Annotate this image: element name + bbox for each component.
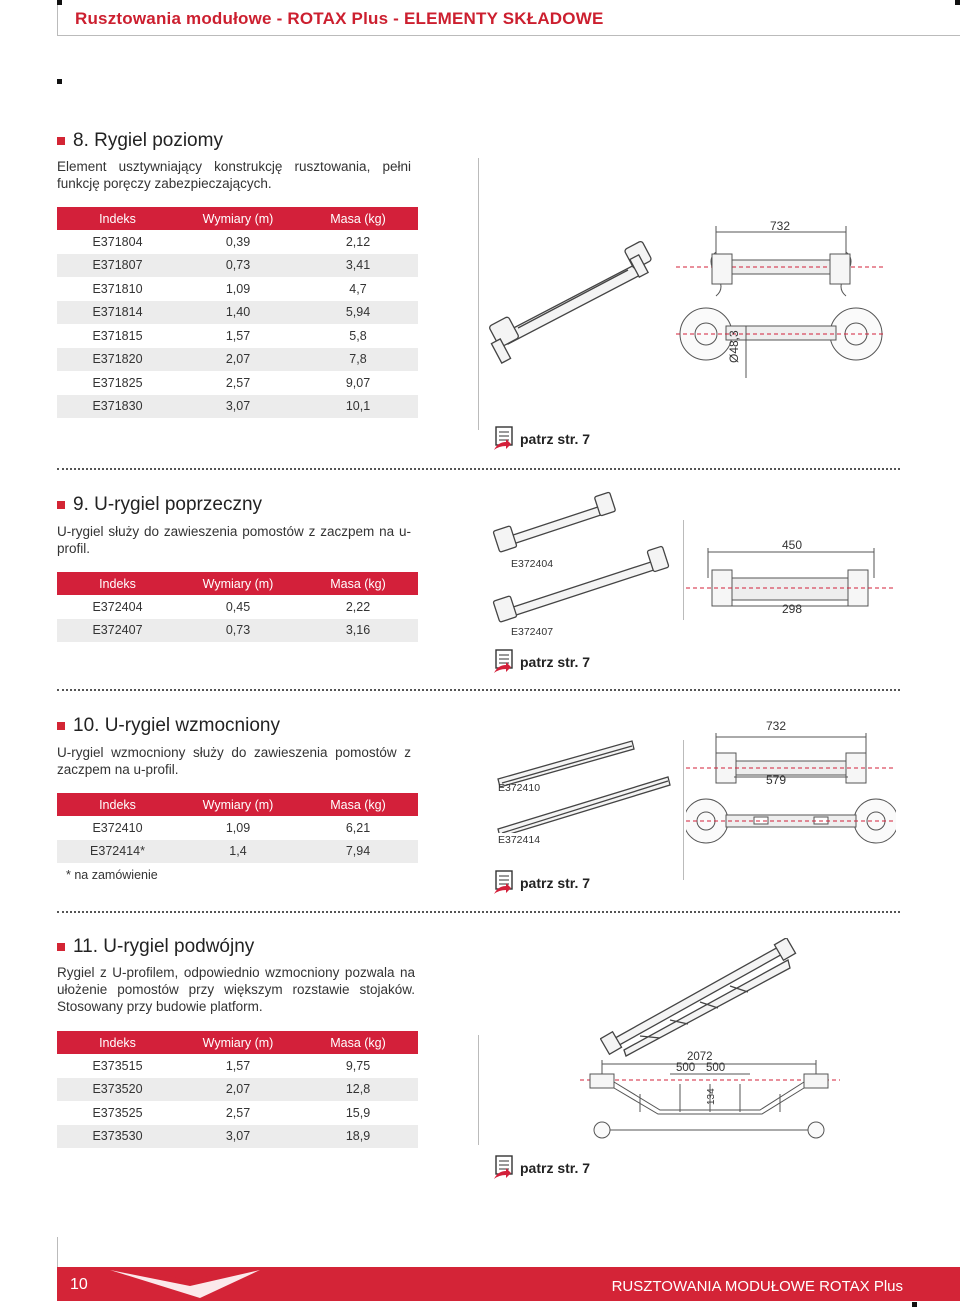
cell-mass: 18,9 (298, 1125, 418, 1149)
cell-index: E372414* (57, 840, 178, 864)
document-arrow-icon (492, 649, 514, 675)
dimension-label: 450 (782, 538, 803, 552)
section-title-text: 8. Rygiel poziomy (73, 130, 223, 151)
reinforced-transom-dimension-drawing (686, 733, 896, 853)
cell-size: 0,39 (178, 230, 298, 254)
section-description: U-rygiel wzmocniony służy do zawieszenia pomostów z zaczpem na u-profil. (57, 745, 411, 777)
bullet-square-icon (57, 722, 65, 730)
brand-swoosh-logo (110, 1268, 270, 1300)
cell-size: 1,40 (178, 301, 298, 325)
column-divider (478, 1035, 479, 1145)
table-row (57, 1054, 418, 1078)
section-title-9 (57, 494, 262, 516)
cell-index: E371830 (57, 395, 178, 419)
cell-size: 2,57 (178, 371, 298, 395)
dimension-label: 500 (676, 1062, 696, 1074)
cell-mass: 5,8 (298, 324, 418, 348)
see-page-text: patrz str. 7 (520, 1160, 591, 1176)
column-header: Wymiary (m) (178, 572, 298, 595)
bullet-square-icon (57, 501, 65, 509)
horizontal-ledger-illustration (488, 232, 668, 372)
cell-index: E371807 (57, 254, 178, 278)
column-divider (478, 158, 479, 430)
dimension-label: Ø48,3 (727, 330, 741, 363)
see-page-link[interactable] (492, 426, 590, 452)
table-row (57, 816, 418, 840)
cell-mass: 7,8 (298, 348, 418, 372)
page-number: 10 (70, 1276, 88, 1293)
ledger-dimension-drawing (676, 218, 886, 408)
cell-size: 0,73 (178, 254, 298, 278)
section-title-text: 9. U-rygiel poprzeczny (73, 494, 263, 515)
spec-table-8 (57, 207, 418, 418)
table-header-row (57, 793, 418, 816)
see-page-text: patrz str. 7 (520, 431, 591, 447)
cell-size: 1,57 (178, 324, 298, 348)
cell-index: E373520 (57, 1078, 178, 1102)
header-mark (57, 79, 62, 84)
dimension-label: 579 (766, 773, 787, 787)
cell-mass: 3,41 (298, 254, 418, 278)
table-row (57, 254, 418, 278)
table-row (57, 277, 418, 301)
table-header-row (57, 572, 418, 595)
table-row (57, 324, 418, 348)
header-mark (955, 0, 960, 5)
spec-table-9 (57, 572, 418, 642)
cell-index: E372404 (57, 595, 178, 619)
dimension-label: 2072 (687, 1051, 713, 1063)
see-page-text: patrz str. 7 (520, 654, 591, 670)
cell-size: 2,57 (178, 1101, 298, 1125)
cell-mass: 12,8 (298, 1078, 418, 1102)
document-arrow-icon (492, 426, 514, 452)
bullet-square-icon (57, 137, 65, 145)
cell-index: E373515 (57, 1054, 178, 1078)
cell-index: E371820 (57, 348, 178, 372)
section-title-text: 11. U-rygiel podwójny (73, 936, 255, 957)
footnote: * na zamówienie (66, 868, 158, 882)
document-arrow-icon (492, 870, 514, 896)
part-label: E372414 (498, 834, 541, 846)
section-divider (57, 689, 900, 691)
cell-mass: 5,94 (298, 301, 418, 325)
column-header: Masa (kg) (298, 572, 418, 595)
table-header-row (57, 1031, 418, 1054)
see-page-link[interactable] (492, 870, 590, 896)
section-divider (57, 911, 900, 913)
cell-mass: 10,1 (298, 395, 418, 419)
dimension-label: 134 (706, 1088, 717, 1105)
column-divider (683, 520, 684, 620)
column-header: Indeks (57, 207, 178, 230)
page-header-title: Rusztowania modułowe - ROTAX Plus - ELEMENTY SKŁADOWE (75, 9, 604, 28)
part-label: E372410 (498, 782, 541, 794)
cell-size: 0,45 (178, 595, 298, 619)
cell-size: 1,09 (178, 277, 298, 301)
cell-size: 1,57 (178, 1054, 298, 1078)
column-header: Wymiary (m) (178, 1031, 298, 1054)
column-header: Wymiary (m) (178, 793, 298, 816)
section-title-10 (57, 715, 280, 737)
section-description: U-rygiel służy do zawieszenia pomostów z zaczpem na u-profil. (57, 524, 411, 556)
cell-size: 2,07 (178, 348, 298, 372)
cell-index: E371815 (57, 324, 178, 348)
column-header: Indeks (57, 1031, 178, 1054)
column-header: Wymiary (m) (178, 207, 298, 230)
spec-table-11 (57, 1031, 418, 1148)
table-row (57, 840, 418, 864)
table-header-row (57, 207, 418, 230)
table-row (57, 1078, 418, 1102)
column-header: Indeks (57, 793, 178, 816)
dimension-label: 732 (770, 219, 791, 233)
cell-mass: 2,12 (298, 230, 418, 254)
cell-mass: 7,94 (298, 840, 418, 864)
cell-size: 0,73 (178, 619, 298, 643)
footer-mark (912, 1302, 917, 1307)
cell-index: E371825 (57, 371, 178, 395)
table-row (57, 1101, 418, 1125)
cell-size: 1,4 (178, 840, 298, 864)
double-u-ledger-illustration (600, 938, 800, 1058)
dimension-label: 298 (782, 602, 803, 616)
cell-mass: 9,75 (298, 1054, 418, 1078)
column-header: Indeks (57, 572, 178, 595)
cell-mass: 15,9 (298, 1101, 418, 1125)
dimension-label: 732 (766, 719, 787, 733)
section-title-text: 10. U-rygiel wzmocniony (73, 715, 280, 736)
cell-index: E373525 (57, 1101, 178, 1125)
footer-frame (57, 1237, 58, 1267)
cell-mass: 9,07 (298, 371, 418, 395)
cell-index: E372407 (57, 619, 178, 643)
cell-mass: 4,7 (298, 277, 418, 301)
part-label: E372404 (511, 558, 554, 570)
spec-table-10 (57, 793, 418, 863)
cell-index: E371810 (57, 277, 178, 301)
section-title-8 (57, 130, 223, 152)
footer-brand-text: RUSZTOWANIA MODUŁOWE ROTAX Plus (611, 1278, 903, 1295)
cell-mass: 6,21 (298, 816, 418, 840)
cell-mass: 3,16 (298, 619, 418, 643)
section-description: Rygiel z U-profilem, odpowiednio wzmocniony pozwala na ułożenie pomostów przy większym rozstawie stojaków. Stosowany przy budowie platform. (57, 965, 415, 1014)
table-row (57, 595, 418, 619)
column-header: Masa (kg) (298, 793, 418, 816)
section-title-11 (57, 936, 254, 958)
section-divider (57, 468, 900, 470)
header-mark (57, 0, 62, 5)
column-divider (683, 740, 684, 880)
table-row (57, 1125, 418, 1149)
see-page-link[interactable] (492, 1155, 590, 1181)
cell-mass: 2,22 (298, 595, 418, 619)
column-header: Masa (kg) (298, 207, 418, 230)
dimension-label: 500 (706, 1062, 726, 1074)
part-label: E372407 (511, 626, 554, 638)
cell-size: 3,07 (178, 395, 298, 419)
cell-index: E373530 (57, 1125, 178, 1149)
cell-index: E371814 (57, 301, 178, 325)
section-description: Element usztywniający konstrukcję rusztowania, pełni funkcję poręczy zabezpieczających. (57, 159, 411, 191)
see-page-link[interactable] (492, 649, 590, 675)
table-row (57, 230, 418, 254)
see-page-text: patrz str. 7 (520, 875, 591, 891)
table-row (57, 371, 418, 395)
cell-size: 3,07 (178, 1125, 298, 1149)
table-row (57, 301, 418, 325)
cell-size: 2,07 (178, 1078, 298, 1102)
cell-index: E371804 (57, 230, 178, 254)
table-row (57, 619, 418, 643)
column-header: Masa (kg) (298, 1031, 418, 1054)
table-row (57, 348, 418, 372)
table-row (57, 395, 418, 419)
cell-size: 1,09 (178, 816, 298, 840)
bullet-square-icon (57, 943, 65, 951)
document-arrow-icon (492, 1155, 514, 1181)
cell-index: E372410 (57, 816, 178, 840)
